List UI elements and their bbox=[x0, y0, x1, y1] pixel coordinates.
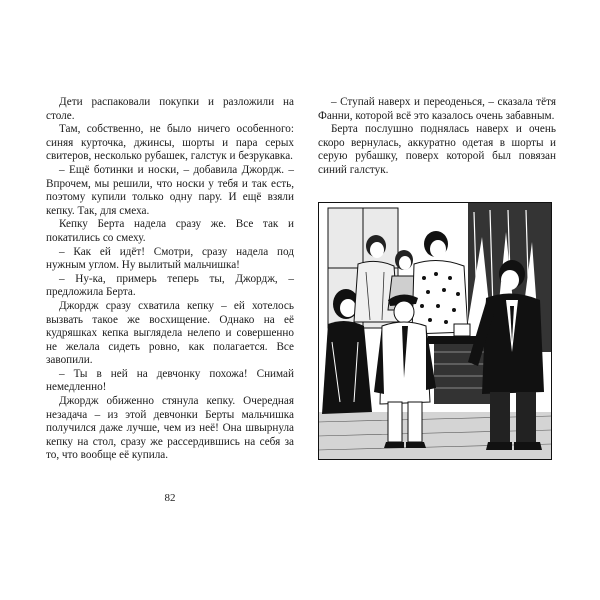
paragraph: Там, собственно, не было ничего особенного: синяя курточка, джинсы, шорты и пара серых свитеров, несколько рубашек, галстук и безрукавка. bbox=[46, 123, 294, 163]
page-number: 82 bbox=[164, 492, 176, 504]
paragraph: – Ты в ней на девчонку похожа! Снимай немедленно! bbox=[46, 367, 294, 394]
paragraph: – Как ей идёт! Смотри, сразу надела под нужным углом. Ну вылитый мальчишка! bbox=[46, 245, 294, 272]
paragraph: Берта послушно поднялась наверх и очень скоро вернулась, аккуратно одетая в шорты и серую рубашку, поверх которой был повязан синий галстук. bbox=[318, 123, 556, 176]
paragraph: Джордж обиженно стянула кепку. Очередная незадача – из этой девчонки Берты мальчишка получился даже лучше, чем из неё! Она швырнула кепку на стол, сразу же рассердившись на себя за то, что вообще её купила. bbox=[46, 395, 294, 462]
paragraph: Кепку Берта надела сразу же. Все так и покатились со смеху. bbox=[46, 218, 294, 244]
illustration-drawing bbox=[318, 202, 552, 460]
illustration bbox=[318, 202, 552, 460]
paragraph: Джордж сразу схватила кепку – ей хотелось вызвать такое же восхищение. Однако на её кудряшках кепка выглядела нелепо и совершенно не желала сидеть ровно, как полагается. Все завопили. bbox=[46, 299, 294, 367]
right-page bbox=[318, 96, 556, 178]
paragraph: Дети распаковали покупки и разложили на столе. bbox=[46, 96, 294, 122]
paragraph: – Ещё ботинки и носки, – добавила Джордж. – Впрочем, мы решили, что носки у тебя и так есть, поэтому купили только одну пару. И ещё взяли кепку. Так, для смеха. bbox=[46, 163, 294, 217]
left-page bbox=[46, 96, 294, 463]
paragraph: – Ну-ка, примерь теперь ты, Джордж, – предложила Берта. bbox=[46, 272, 294, 299]
paragraph: – Ступай наверх и переоденься, – сказала тётя Фанни, которой всё это казалось очень забавным. bbox=[318, 96, 556, 122]
